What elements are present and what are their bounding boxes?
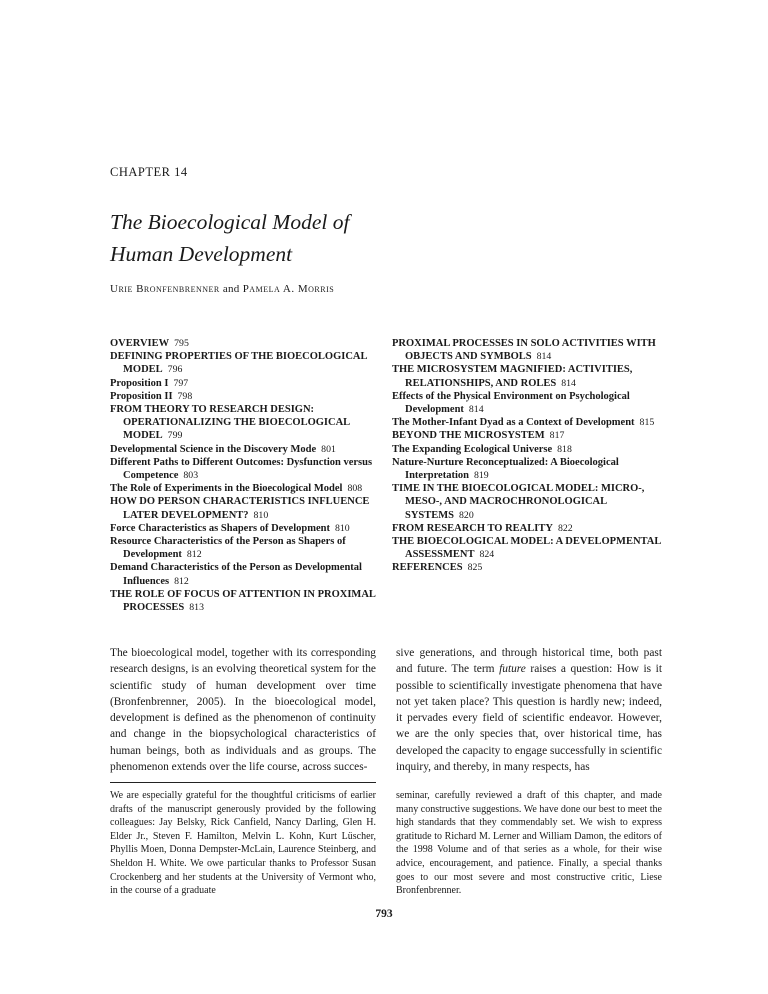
toc-entry-label: Force Characteristics as Shapers of Development [110,522,330,534]
toc-entry [110,456,380,482]
toc-entry-label: Different Paths to Different Outcomes: Dysfunction versus Competence [110,456,373,482]
toc-page-number: 803 [183,470,199,482]
footnote-text-left: We are especially grateful for the thoughtful criticisms of earlier drafts of the manuscript generously provided by the following colleagues: Jay Belsky, Rick Canfield, Nancy Darling, Glen H. Elder Jr., Steven F. Hamilton, Melvin L. Kohn, Kurt Lüscher, Phyllis Moen, Donna Dempster-McLain, Laurence Steinberg, and Sheldon H. White. We owe particular thanks to Professor Susan Crockenberg and her students at the University of Vermont who, in the course of a graduate [110,790,376,897]
toc-entry [110,337,380,350]
toc-page-number: 798 [177,390,193,402]
toc-entry-label: FROM RESEARCH TO REALITY [392,522,553,534]
toc-entry [392,482,662,522]
footnote-text-right: seminar, carefully reviewed a draft of this chapter, and made many constructive suggestions. We have done our best to meet the high standards that they commendably set. We wish to express gratitude to Richard M. Lerner and William Damon, the editors of the 1998 Volume and of that series as a whole, for their wise advice, encouragement, and patience. Finally, a special thanks goes to our most severe and most constructive critic, Liese Bronfenbrenner. [396,790,662,897]
toc-page-number: 795 [174,338,189,349]
toc-entry [392,416,662,429]
toc-page-number: 799 [167,430,183,442]
author-name-2: Pamela A. Morris [242,283,335,295]
toc-entry [392,561,662,574]
toc-entry-label: FROM THEORY TO RESEARCH DESIGN: OPERATIONALIZING THE BIOECOLOGICAL MODEL [110,404,350,442]
toc-entry-label: The Mother-Infant Dyad as a Context of Development [392,417,635,429]
toc-entry [392,363,662,389]
toc-entry-label: THE ROLE OF FOCUS OF ATTENTION IN PROXIMAL PROCESSES [110,588,376,614]
author-name-1: Urie Bronfenbrenner [110,283,220,295]
chapter-title-line-2: Human Development [110,242,293,266]
toc-entry-label: REFERENCES [392,562,463,574]
toc-entry [392,390,662,416]
toc-entry [392,337,662,363]
footnote-column-right [396,782,662,898]
toc-entry-label: HOW DO PERSON CHARACTERISTICS INFLUENCE LATER DEVELOPMENT? [110,496,370,521]
toc-page-number: 824 [479,549,495,561]
body-paragraph-right [396,645,662,775]
footnote-column-left [110,782,376,898]
toc-entry-label: The Expanding Ecological Universe [392,443,553,455]
toc-entry [392,522,662,535]
table-of-contents [110,337,662,614]
toc-page-number: 810 [334,522,350,534]
toc-entry [110,535,380,561]
toc-page-number: 813 [189,602,204,614]
toc-page-number: 822 [557,522,573,534]
authors-line [110,283,334,295]
toc-page-number: 817 [549,430,565,442]
body-right-post: raises a question: How is it possible to scientifically investigate phenomena that have not yet taken place? This question is hardly new; indeed, it pervades every field of scientific endeavor. However, we are the only species that, over historical time, has developed the capacity to engage successfully in scientific inquiry, and thereby, in many respects, has [396,663,662,774]
authors-conjunction: and [222,283,240,295]
toc-page-number: 812 [174,575,189,587]
toc-entry-label: OVERVIEW [110,338,170,349]
toc-entry [110,588,380,614]
toc-page-number: 812 [186,549,202,561]
toc-entry-label: Proposition I [110,377,169,389]
toc-page-number: 797 [173,377,189,389]
toc-page-number: 814 [536,351,552,363]
toc-entry [110,495,380,521]
toc-page-number: 819 [473,470,489,482]
toc-entry-label: THE BIOECOLOGICAL MODEL: A DEVELOPMENTAL ASSESSMENT [392,536,661,561]
toc-entry [110,350,380,376]
toc-entry-label: DEFINING PROPERTIES OF THE BIOECOLOGICAL MODEL [110,351,367,376]
toc-page-number: 814 [468,404,484,416]
toc-entry [110,377,380,390]
body-text [110,645,662,775]
toc-entry-label: THE MICROSYSTEM MAGNIFIED: ACTIVITIES, RELATIONSHIPS, AND ROLES [392,364,633,389]
chapter-title-line-1: The Bioecological Model of [110,210,350,234]
toc-page-number: 820 [459,509,474,521]
toc-entry-label: Proposition II [110,390,173,402]
toc-entry [110,482,380,495]
toc-page-number: 825 [467,562,483,574]
toc-page-number: 796 [167,364,183,376]
toc-column-right [392,337,662,614]
page-number: 793 [375,908,393,920]
toc-page-number: 808 [347,483,363,495]
toc-page-number: 814 [561,377,576,389]
toc-page-number: 801 [321,443,336,455]
toc-entry [392,429,662,442]
acknowledgment-footnote [110,782,662,898]
chapter-title [110,206,349,270]
toc-entry-label: Developmental Science in the Discovery Mode [110,443,317,455]
body-right-pre: sive generations, and through historical time, both past and future. The term [396,647,662,676]
toc-entry-label: BEYOND THE MICROSYSTEM [392,430,545,442]
toc-entry [392,443,662,456]
toc-entry [392,535,662,561]
body-right-italic-term: future [499,663,526,676]
toc-entry [110,403,380,443]
toc-entry [110,561,380,587]
toc-entry-label: TIME IN THE BIOECOLOGICAL MODEL: MICRO-, MESO-, AND MACROCHRONOLOGICAL SYSTEMS [392,483,645,521]
toc-column-left [110,337,380,614]
toc-page-number: 810 [253,509,269,521]
chapter-label: CHAPTER 14 [110,165,188,179]
toc-entry [392,456,662,482]
body-paragraph-left: The bioecological model, together with its corresponding research designs, is an evolving theoretical system for the scientific study of human development over time (Bronfenbrenner, 2005). In the bioecological model, development is defined as the phenomenon of continuity and change in the biopsychological characteristics of human beings, both as individuals and as groups. The phenomenon extends over the life course, across succes- [110,647,376,774]
toc-entry [110,390,380,403]
toc-entry-label: Demand Characteristics of the Person as Developmental Influences [110,562,362,587]
toc-entry-label: Nature-Nurture Reconceptualized: A Bioecological Interpretation [392,456,619,482]
toc-entry-label: Resource Characteristics of the Person as Shapers of Development [110,536,346,561]
toc-entry-label: Effects of the Physical Environment on Psychological Development [392,390,630,416]
toc-entry [110,443,380,456]
toc-entry-label: The Role of Experiments in the Bioecological Model [110,483,343,495]
toc-entry [110,522,380,535]
toc-page-number: 815 [639,417,655,429]
toc-entry-label: PROXIMAL PROCESSES IN SOLO ACTIVITIES WITH OBJECTS AND SYMBOLS [392,338,656,363]
toc-page-number: 818 [557,443,572,455]
